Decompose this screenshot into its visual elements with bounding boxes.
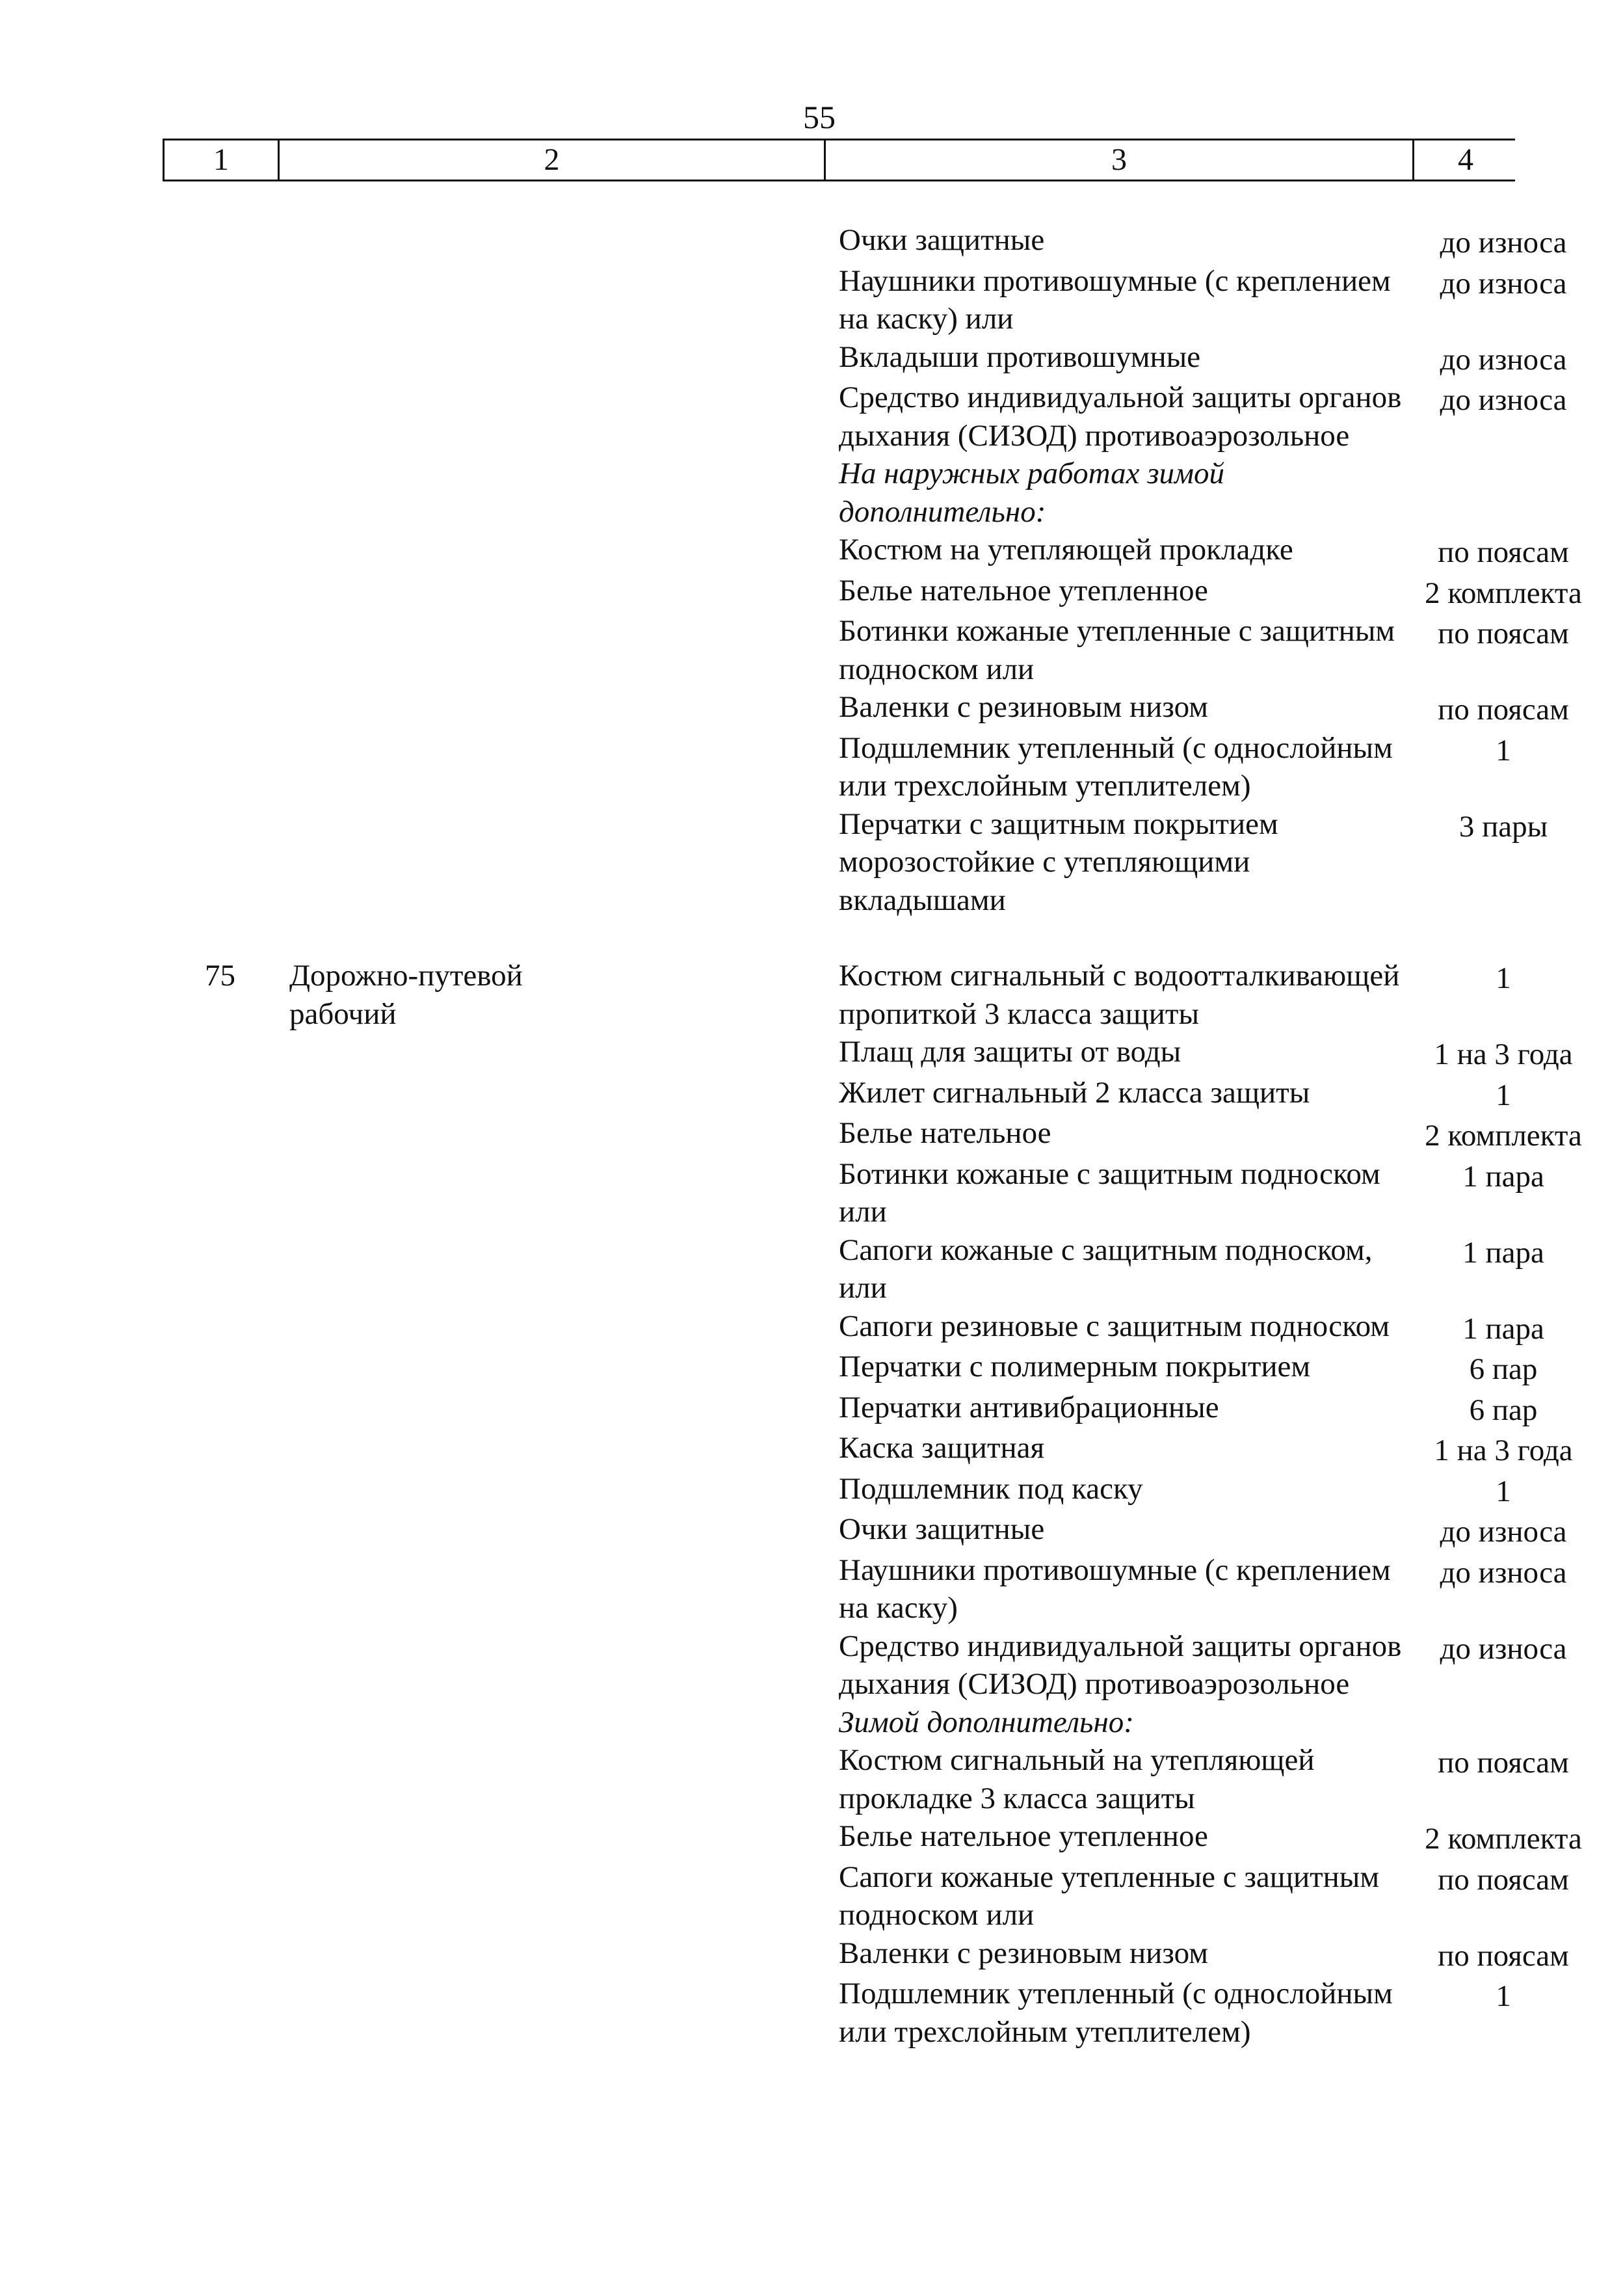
profession-cell	[278, 1307, 824, 1348]
item-quantity: 2 комплекта	[1425, 1119, 1582, 1153]
item-name: Наушники противошумные (с креплением на каску)	[839, 1553, 1391, 1625]
table-row	[163, 1627, 1567, 1703]
profession-cell	[278, 221, 824, 262]
item-name: Сапоги кожаные с защитным подноском, или	[839, 1233, 1373, 1305]
table-row	[163, 1858, 1569, 1934]
item-quantity: 2 комплекта	[1425, 576, 1582, 610]
profession-cell	[278, 455, 824, 531]
subheading: Зимой дополнительно:	[839, 1705, 1134, 1739]
section-continued	[163, 221, 1582, 919]
row-number	[163, 531, 278, 572]
item-name: Наушники противошумные (с креплением на каску) или	[839, 263, 1391, 336]
table-row	[163, 1114, 1582, 1155]
table-row	[163, 262, 1567, 338]
profession-cell	[278, 805, 824, 920]
row-number	[163, 379, 278, 455]
profession-cell	[278, 1348, 824, 1389]
profession-cell	[278, 688, 824, 729]
table-row	[163, 957, 1515, 1033]
profession-cell	[278, 1429, 824, 1470]
profession-cell	[278, 1703, 824, 1742]
table-row	[163, 572, 1582, 613]
row-number	[163, 1703, 278, 1742]
item-quantity	[1412, 455, 1594, 531]
item-name: Костюм сигнальный с водоотталкивающей пропиткой 3 класса защиты	[839, 959, 1400, 1031]
item-name: Белье нательное	[839, 1116, 1051, 1150]
item-name: Ботинки кожаные утепленные с защитным подноском или	[839, 614, 1395, 686]
profession-cell	[278, 1627, 824, 1703]
profession-cell	[278, 1033, 824, 1074]
profession-cell	[278, 531, 824, 572]
row-number	[163, 1074, 278, 1115]
item-quantity: 1 на 3 года	[1434, 1434, 1573, 1467]
row-number	[163, 612, 278, 688]
item-quantity: по поясам	[1438, 535, 1569, 569]
profession-cell	[278, 1389, 824, 1430]
item-name: Сапоги резиновые с защитным подноском	[839, 1309, 1390, 1343]
item-quantity: 1	[1496, 1078, 1511, 1112]
table-row	[163, 1703, 1515, 1742]
item-name: Перчатки антивибрационные	[839, 1390, 1219, 1424]
item-name: Костюм сигнальный на утепляющей прокладке 3 класса защиты	[839, 1743, 1315, 1815]
profession-cell	[278, 612, 824, 688]
item-name: Подшлемник под каску	[839, 1471, 1143, 1506]
table-row	[163, 729, 1515, 805]
table-row	[163, 531, 1569, 572]
table-row	[163, 379, 1567, 455]
item-name: Перчатки с полимерным покрытием	[839, 1350, 1311, 1383]
subheading: На наружных работах зимой дополнительно:	[839, 457, 1225, 529]
row-number	[163, 1470, 278, 1511]
section-75	[163, 957, 1582, 2051]
item-name: Жилет сигнальный 2 класса защиты	[839, 1075, 1310, 1110]
table-row	[163, 1975, 1515, 2051]
item-name: Каска защитная	[839, 1431, 1045, 1465]
table-row	[163, 1074, 1515, 1115]
row-number	[163, 805, 278, 920]
row-number	[163, 1551, 278, 1627]
row-number	[163, 1741, 278, 1817]
header-col-4: 4	[1458, 142, 1473, 177]
profession-cell	[278, 1975, 824, 2051]
profession-cell	[278, 572, 824, 613]
row-number	[163, 1033, 278, 1074]
profession-cell	[278, 338, 824, 379]
item-quantity	[1412, 1703, 1594, 1742]
profession-cell	[278, 1551, 824, 1627]
table-row	[163, 455, 1515, 531]
item-quantity: по поясам	[1438, 1746, 1569, 1780]
item-quantity: 1 пара	[1462, 1235, 1544, 1270]
header-col-1: 1	[165, 140, 280, 180]
item-quantity: 1	[1496, 733, 1511, 768]
item-quantity: по поясам	[1438, 617, 1569, 650]
profession-cell	[278, 379, 824, 455]
row-number	[163, 688, 278, 729]
item-name: Вкладыши противошумные	[839, 340, 1201, 374]
row-number	[163, 1348, 278, 1389]
row-number	[163, 1231, 278, 1307]
item-quantity: 1	[1496, 961, 1511, 995]
item-name: Валенки с резиновым низом	[839, 1936, 1208, 1970]
item-quantity: по поясам	[1438, 693, 1569, 727]
table-row	[163, 221, 1567, 262]
item-name: Перчатки с защитным покрытием морозостойкие с утепляющими вкладышами	[839, 807, 1278, 917]
profession-cell	[278, 1155, 824, 1231]
item-name: Белье нательное утепленное	[839, 573, 1208, 607]
table-row	[163, 1510, 1567, 1551]
row-number	[163, 1817, 278, 1858]
item-quantity: 1 пара	[1462, 1159, 1544, 1194]
row-number	[163, 1858, 278, 1934]
row-number	[163, 221, 278, 262]
row-number	[163, 1429, 278, 1470]
item-quantity: по поясам	[1438, 1938, 1569, 1973]
row-number	[163, 455, 278, 531]
item-quantity: до износа	[1440, 342, 1567, 377]
table-row	[163, 1231, 1544, 1307]
row-number	[163, 1307, 278, 1348]
item-quantity: 1	[1496, 1979, 1511, 2013]
profession-cell	[278, 1470, 824, 1511]
item-quantity: до износа	[1440, 1555, 1567, 1590]
profession-cell	[278, 1114, 824, 1155]
profession-cell	[278, 1074, 824, 1115]
table-body	[163, 221, 1582, 2051]
table-header	[163, 139, 1515, 181]
row-number	[163, 1627, 278, 1703]
item-name: Костюм на утепляющей прокладке	[839, 533, 1293, 567]
header-col-2: 2	[280, 140, 826, 180]
profession-cell	[278, 1817, 824, 1858]
item-quantity: до износа	[1440, 226, 1567, 260]
table-row	[163, 1470, 1515, 1511]
profession-cell	[278, 1741, 824, 1817]
item-name: Плащ для защиты от воды	[839, 1035, 1181, 1069]
item-name: Сапоги кожаные утепленные с защитным подноском или	[839, 1860, 1380, 1932]
row-number	[163, 338, 278, 379]
item-name: Валенки с резиновым низом	[839, 690, 1208, 724]
profession-cell	[278, 1858, 824, 1934]
table-row	[163, 1551, 1567, 1627]
row-number	[163, 1975, 278, 2051]
item-quantity: до износа	[1440, 383, 1567, 417]
profession-cell	[278, 262, 824, 338]
item-name: Средство индивидуальной защиты органов дыхания (СИЗОД) противоаэрозольное	[839, 380, 1402, 453]
item-quantity: 1 на 3 года	[1434, 1037, 1573, 1071]
table-row	[163, 1033, 1573, 1074]
row-number	[163, 1510, 278, 1551]
table-row	[163, 1934, 1569, 1975]
profession-cell	[278, 1510, 824, 1551]
row-number	[163, 1114, 278, 1155]
table-row	[163, 688, 1569, 729]
table-row	[163, 1389, 1538, 1430]
header-col-3: 3	[826, 140, 1414, 180]
profession-cell	[278, 1934, 824, 1975]
table-row	[163, 1155, 1544, 1231]
item-quantity: 3 пары	[1458, 809, 1548, 844]
item-name: Подшлемник утепленный (с однослойным или трехслойным утеплителем)	[839, 730, 1393, 803]
item-quantity: 6 пар	[1469, 1352, 1538, 1386]
item-name: Очки защитные	[839, 223, 1045, 257]
table-row	[163, 1348, 1538, 1389]
item-quantity: до износа	[1440, 1631, 1567, 1666]
row-number	[163, 262, 278, 338]
page-number: 55	[803, 99, 836, 135]
profession-cell: Дорожно-путевой рабочий	[289, 959, 523, 1031]
table-row	[163, 1429, 1573, 1470]
row-number	[163, 572, 278, 613]
item-quantity: 6 пар	[1469, 1393, 1538, 1427]
table-row	[163, 1817, 1582, 1858]
row-number	[163, 729, 278, 805]
table-row	[163, 612, 1569, 688]
table-row	[163, 1741, 1569, 1817]
profession-cell	[278, 729, 824, 805]
item-name: Подшлемник утепленный (с однослойным или трехслойным утеплителем)	[839, 1977, 1393, 2049]
table-row	[163, 338, 1567, 379]
row-number	[163, 1934, 278, 1975]
item-quantity: до износа	[1440, 266, 1567, 300]
item-name: Белье нательное утепленное	[839, 1819, 1208, 1853]
item-quantity: 2 комплекта	[1425, 1822, 1582, 1856]
item-quantity: до износа	[1440, 1515, 1567, 1549]
table-row	[163, 805, 1548, 920]
row-number	[163, 1389, 278, 1430]
table-row	[163, 1307, 1544, 1348]
profession-cell	[278, 1231, 824, 1307]
row-number: 75	[205, 959, 235, 993]
item-quantity: 1 пара	[1462, 1311, 1544, 1346]
row-number	[163, 1155, 278, 1231]
item-name: Средство индивидуальной защиты органов дыхания (СИЗОД) противоаэрозольное	[839, 1629, 1402, 1701]
item-name: Очки защитные	[839, 1512, 1045, 1546]
item-quantity: по поясам	[1438, 1862, 1569, 1897]
item-quantity: 1	[1496, 1474, 1511, 1508]
item-name: Ботинки кожаные с защитным подноском или	[839, 1156, 1380, 1229]
